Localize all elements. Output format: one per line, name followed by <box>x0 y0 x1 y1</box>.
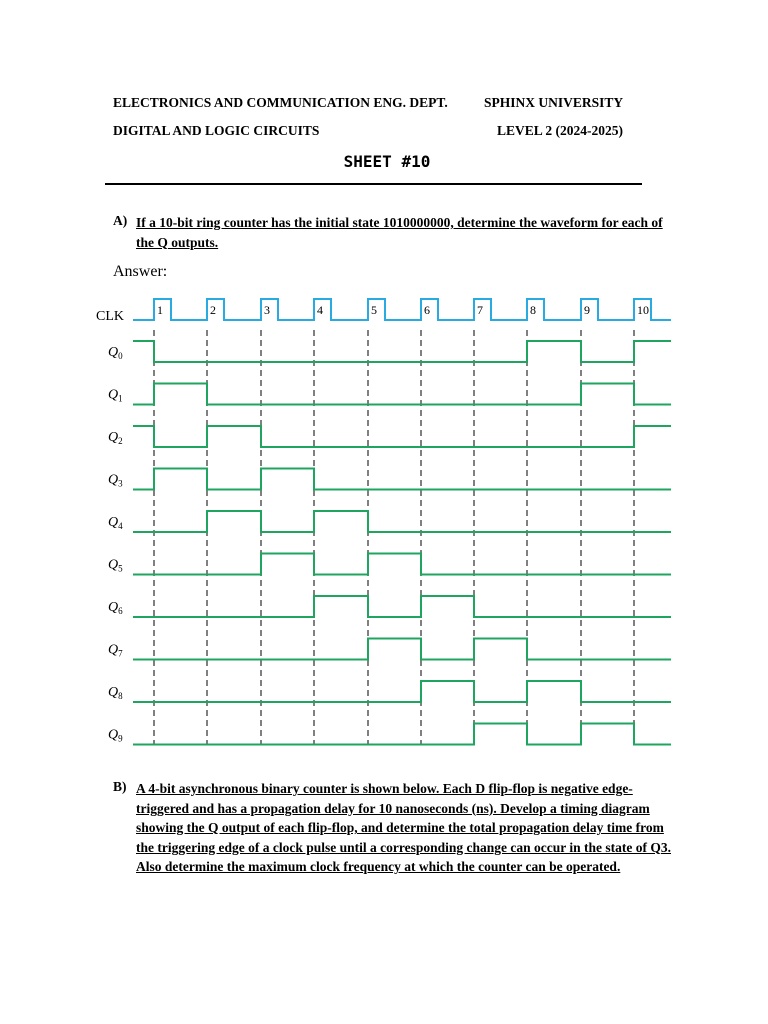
signal-label-q2: $Q_2$ <box>108 430 123 446</box>
waveform-q4 <box>133 511 671 532</box>
signal-label-q4: $Q_4$ <box>108 515 123 531</box>
header-divider <box>105 183 642 185</box>
pulse-label-2: 2 <box>210 303 216 317</box>
signal-label-q8: $Q_8$ <box>108 685 123 701</box>
waveform-q7 <box>133 639 671 660</box>
question-a-letter: A) <box>113 213 128 228</box>
pulse-label-1: 1 <box>157 303 163 317</box>
course-name: DIGITAL AND LOGIC CIRCUITS <box>113 123 320 138</box>
signal-label-q6: $Q_6$ <box>108 600 123 616</box>
university-name: SPHINX UNIVERSITY <box>484 95 624 110</box>
clock-label: CLK <box>96 309 124 324</box>
waveform-q3 <box>133 469 671 490</box>
waveform-q8 <box>133 681 671 702</box>
question-b-letter: B) <box>113 779 127 794</box>
pulse-label-4: 4 <box>317 303 323 317</box>
question-b-text: A 4-bit asynchronous binary counter is shown below. Each D flip-flop is negative edge-triggered and has a propagation delay for 10 nanoseconds (ns). Develop a timing diagram showing the Q output of each flip-flop, and determine the total propagation delay time from the triggering edge of a clock pulse until a corresponding change can occur in the state of Q3. Also determine the maximum clock frequency at which the counter can be operated. <box>136 781 671 874</box>
pulse-label-7: 7 <box>477 303 483 317</box>
pulse-label-8: 8 <box>530 303 536 317</box>
waveform-q9 <box>133 724 671 745</box>
sheet-title: SHEET #10 <box>343 152 431 171</box>
level-label: LEVEL 2 (2024-2025) <box>497 123 624 138</box>
ring-counter-timing-diagram <box>90 292 680 752</box>
pulse-label-3: 3 <box>264 303 270 317</box>
signal-label-q9: $Q_9$ <box>108 727 123 744</box>
signal-label-q5: $Q_5$ <box>108 557 123 574</box>
department-name: ELECTRONICS AND COMMUNICATION ENG. DEPT. <box>113 95 448 110</box>
signal-label-q7: $Q_7$ <box>108 642 123 659</box>
pulse-label-6: 6 <box>424 303 430 317</box>
signal-label-q0: $Q_0$ <box>108 345 123 361</box>
answer-label: Answer: <box>113 263 168 280</box>
waveform-q6 <box>133 596 671 617</box>
pulse-label-9: 9 <box>584 303 590 317</box>
waveform-q2 <box>133 426 671 447</box>
waveform-q1 <box>133 384 671 405</box>
signal-label-q3: $Q_3$ <box>108 472 123 489</box>
pulse-label-10: 10 <box>637 303 649 317</box>
waveform-q5 <box>133 554 671 575</box>
signal-label-q1: $Q_1$ <box>108 387 123 404</box>
waveform-q0 <box>133 341 671 362</box>
question-a-text: If a 10-bit ring counter has the initial state 1010000000, determine the waveform for each of the Q outputs. <box>136 215 663 250</box>
pulse-label-5: 5 <box>371 303 377 317</box>
